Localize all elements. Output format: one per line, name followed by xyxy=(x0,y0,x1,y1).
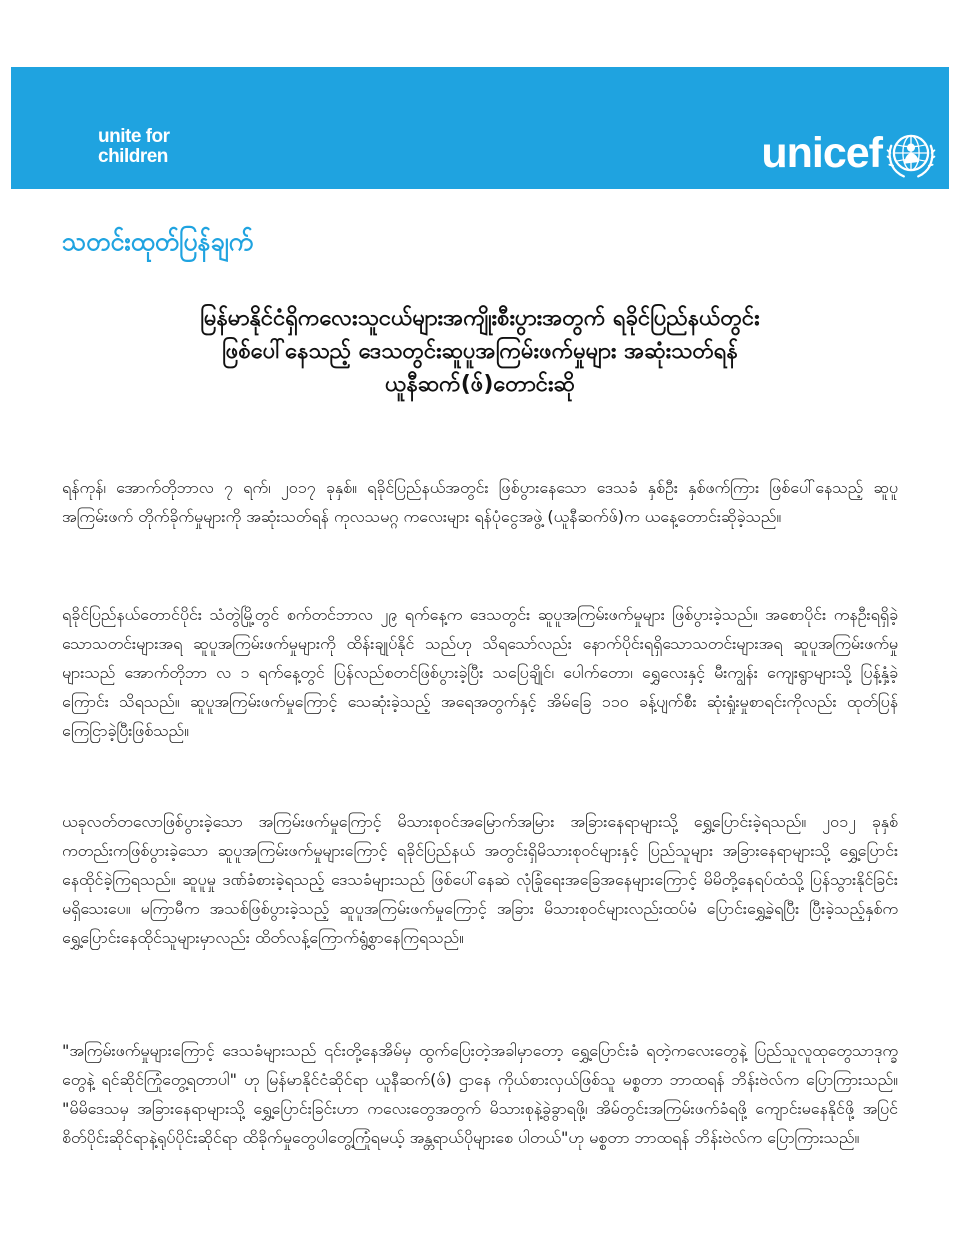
tagline xyxy=(98,127,170,167)
headline-line-2: ဖြစ်ပေါ်နေသည့် ဒေသတွင်းဆူပူအကြမ်းဖက်မှုများ အဆုံးသတ်ရန် xyxy=(222,339,738,364)
body-paragraph-3: ယခုလတ်တလောဖြစ်ပွားခဲ့သော အကြမ်းဖက်မှုကြောင့် မိသားစုဝင်အမြောက်အမြား အခြားနေရာများသို့ ရွှေ့ပြောင်းခဲ့ရသည်။ ၂၀၁၂ ခုနှစ်ကတည်းကဖြစ်ပွားခဲ့သော ဆူပူအကြမ်းဖက်မှုများကြောင့် ရခိုင်ပြည်နယ် အတွင်းရှိမိသားစုဝင်များနှင့် ပြည်သူများ အခြားနေရာများသို့ ရွှေ့ပြောင်းနေထိုင်ခဲ့ကြရသည်။ ဆူပူမှု ဒဏ်ခံစားခဲ့ရသည့် ဒေသခံများသည် ဖြစ်ပေါ်နေဆဲ လုံခြုံရေးအခြေအနေများကြောင့် မိမိတို့နေရပ်ထံသို့ ပြန်သွားနိုင်ခြင်း မရှိသေးပေ။ မကြာမီက အသစ်ဖြစ်ပွားခဲ့သည့် ဆူပူအကြမ်းဖက်မှုကြောင့် အခြား မိသားစုဝင်များလည်းထပ်မံ ပြောင်းရွှေ့ခဲ့ရပြီး ပြီးခဲ့သည့်နှစ်က ရွှေ့ပြောင်းနေထိုင်သူများမှာလည်း ထိတ်လန့်ကြောက်ရွံ့စွာနေကြရသည်။ xyxy=(62,812,898,947)
headline-line-1: မြန်မာနိုင်ငံရှိကလေးသူငယ်များအကျိုးစီးပွားအတွက် ရခိုင်ပြည်နယ်တွင်း xyxy=(200,306,760,331)
body-paragraph-4: "အကြမ်းဖက်မှုများကြောင့် ဒေသခံများသည် ၎င်းတို့နေအိမ်မှ ထွက်ပြေးတဲ့အခါမှာတော့ ရွှေ့ပြောင်းခံ ရတဲ့ကလေးတွေနဲ့ ပြည်သူလူထုတွေသာဒုက္ခတွေနဲ့ ရင်ဆိုင်ကြုံတွေ့ရတာပါ" ဟု မြန်မာနိုင်ငံဆိုင်ရာ ယူနီဆက်(ဖ်) ဌာနေ ကိုယ်စားလှယ်ဖြစ်သူ မစ္စတာ ဘာထရန် ဘိန်းဗဲလ်က ပြောကြားသည်။ "မိမိဒေသမှ အခြားနေရာများသို့ ရွှေ့ပြောင်းခြင်းဟာ ကလေးတွေအတွက် မိသားစုနဲ့ခွဲခွာရဖို့၊ အိမ်တွင်းအကြမ်းဖက်ခံရဖို့ ကျောင်းမနေနိုင်ဖို့ အပြင် စိတ်ပိုင်းဆိုင်ရာနဲ့ရုပ်ပိုင်းဆိုင်ရာ ထိခိုက်မှုတွေပါတွေ့ကြုံရမယ့် အန္တရာယ်ပိုများစေ ပါတယ်"ဟု မစ္စတာ ဘာထရန် ဘိန်းဗဲလ်က ပြောကြားသည်။ xyxy=(62,1041,898,1147)
unicef-emblem-icon xyxy=(884,126,938,180)
unicef-logo[interactable] xyxy=(761,123,938,183)
tagline-line-1: unite for xyxy=(98,126,170,147)
body-paragraph-2: ရခိုင်ပြည်နယ်တောင်ပိုင်း သံတွဲမြို့တွင် စက်တင်ဘာလ ၂၉ ရက်နေ့က ဒေသတွင်း ဆူပူအကြမ်းဖက်မှုများ ဖြစ်ပွားခဲ့သည်။ အစောပိုင်း ကနဦးရရှိခဲ့ သောသတင်းများအရ ဆူပူအကြမ်းဖက်မှုများကို ထိန်းချုပ်နိုင် သည်ဟု သိရသော်လည်း နောက်ပိုင်းရရှိသောသတင်းများအရ ဆူပူအကြမ်းဖက်မှုများသည် အောက်တိုဘာ လ ၁ ရက်နေ့တွင် ပြန်လည်စတင်ဖြစ်ပွားခဲ့ပြီး သပြေချိုင်၊ ပေါက်တော၊ ရွှေလေးနှင့် မီးကျွန်း ကျေးရွာများသို့ ပြန့်နှံ့ခဲ့ကြောင်း သိရသည်။ ဆူပူအကြမ်းဖက်မှုကြောင့် သေဆုံးခဲ့သည့် အရေအတွက်နှင့် အိမ်ခြေ ၁၁၀ ခန့်ပျက်စီး ဆုံးရှုံးမှုစာရင်းကိုလည်း ထုတ်ပြန် ကြေငြာခဲ့ပြီးဖြစ်သည်။ xyxy=(62,605,898,740)
tagline-line-2: children xyxy=(98,146,168,167)
document-type-label: သတင်းထုတ်ပြန်ချက် xyxy=(62,227,254,256)
body-paragraph-1: ရန်ကုန်၊ အောက်တိုဘာလ ၇ ရက်၊ ၂၀၁၇ ခုနှစ်။ ရခိုင်ပြည်နယ်အတွင်း ဖြစ်ပွားနေသော ဒေသခံ နှစ်ဦး နှစ်ဖက်ကြား ဖြစ်ပေါ်နေသည့် ဆူပူအကြမ်းဖက် တိုက်ခိုက်မှုများကို အဆုံးသတ်ရန် ကုလသမဂ္ဂ ကလေးများ ရန်ပုံငွေအဖွဲ့ (ယူနီဆက်ဖ်)က ယနေ့တောင်းဆိုခဲ့သည်။ xyxy=(62,478,898,526)
header-banner xyxy=(11,67,949,189)
headline-line-3: ယူနီဆက်(ဖ်)တောင်းဆို xyxy=(385,372,575,397)
press-release-headline xyxy=(60,302,900,401)
logo-wordmark: unicef xyxy=(761,128,882,177)
